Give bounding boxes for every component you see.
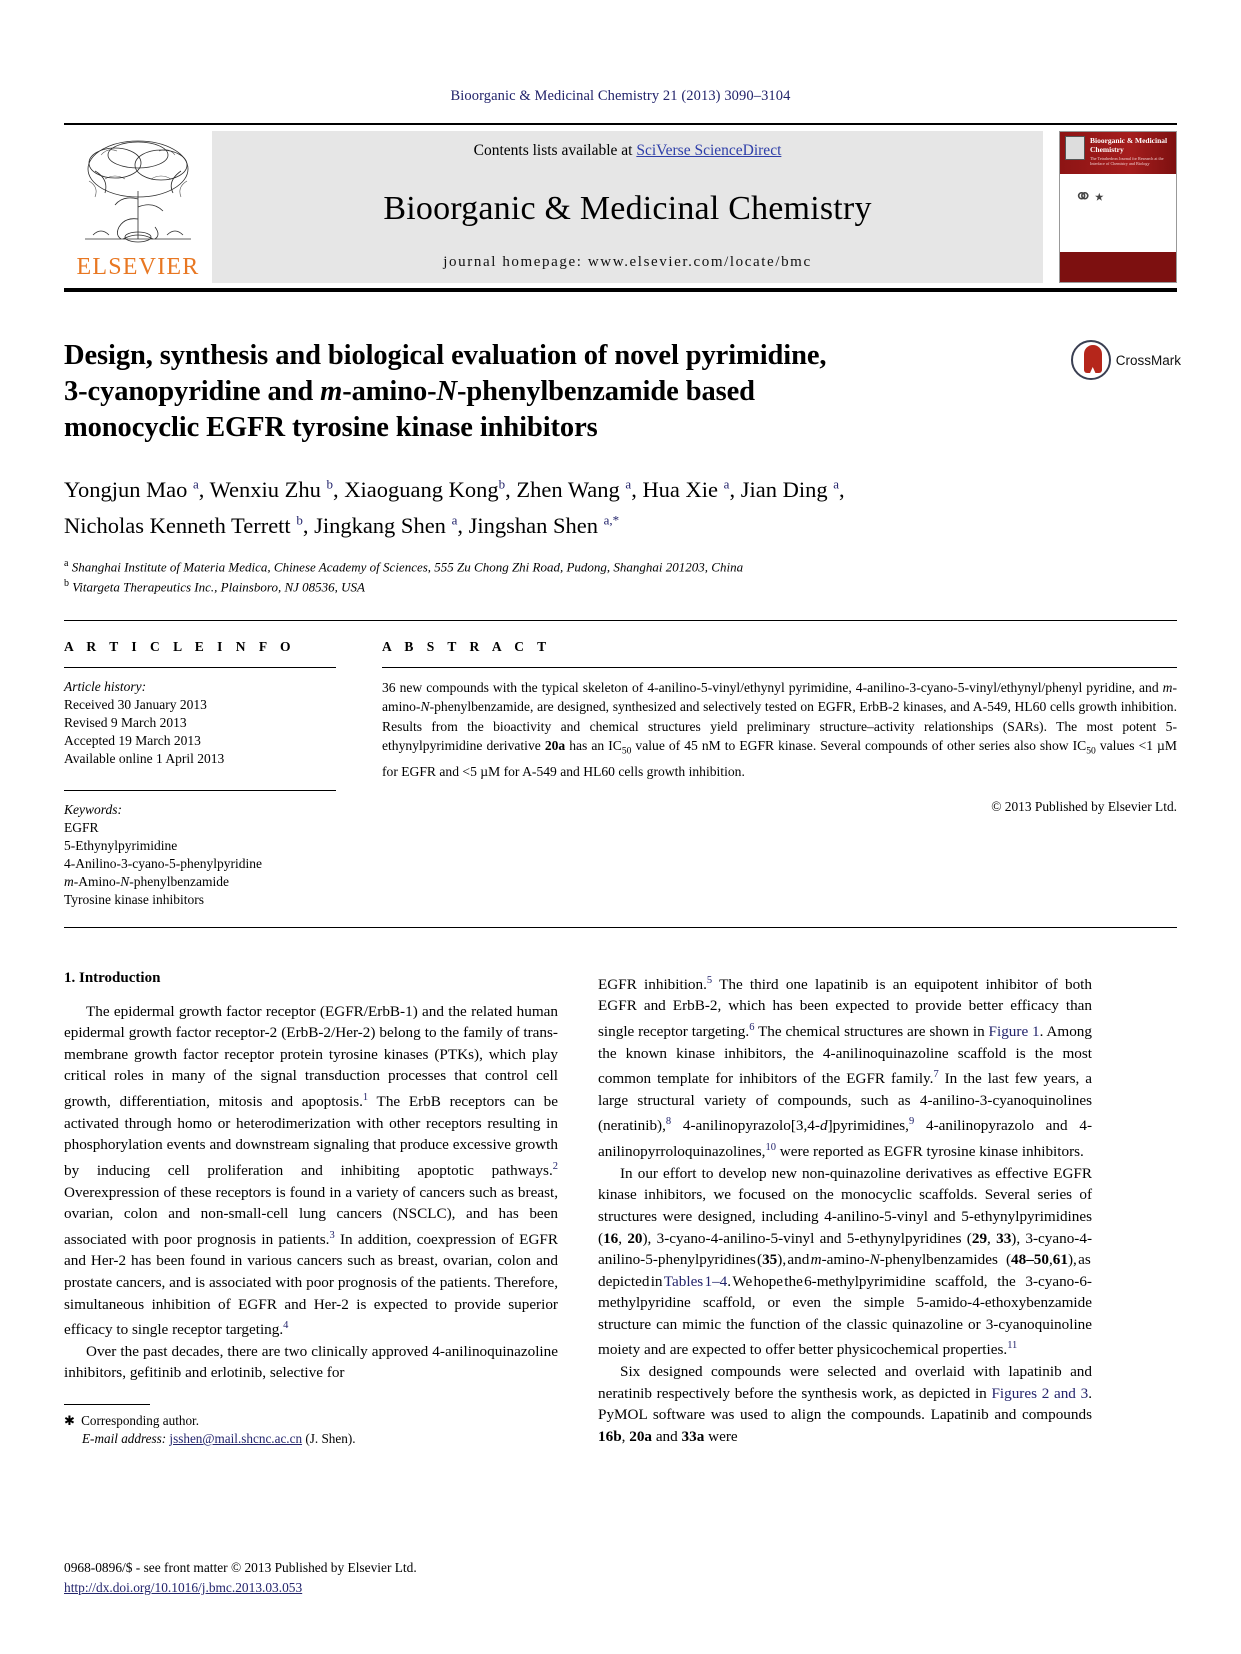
- abstract-text: 36 new compounds with the typical skeleton of 4-anilino-5-vinyl/ethynyl pyrimidine, 4-anilino-3-cyano-5-vinyl/ethynyl/phenyl pyridine, and m-amino-N-phenylbenzamide, are designed, synthesized and selectively tested on EGFR, ErbB-2 kinases, and A-549, HL60 cells growth inhibition. Results from the bioactivity and chemical structures yield preliminary structure–activity relationships (SARs). The most potent 5-ethynylpyrimidine derivative 20a has an $IC_{50}$ value of 45 nM to EGFR kinase. Several compounds of other series also show $IC_{50}$ values <1 µM for EGFR and <5 µM for A-549 and HL60 cells growth inhibition.: [382, 679, 1177, 779]
- paragraph-intro-1: The epidermal growth factor receptor (EGFR/ErbB-1) and the related human epidermal growth factor receptor-2 (ErbB-2/Her-2) belong to the family of trans-membrane growth factor receptor protein tyrosine kinases (PTKs), which play critical roles in many of the signal transduction processes that control cell growth, differentiation, mitosis and apoptosis.$^1$ The ErbB receptors can be activated through homo or heterodimerization with other receptors resulting in phosphorylation events and downstream signaling that produce excessive growth by inducing cell proliferation and inhibiting apoptotic pathways.$^2$ Overexpression of these receptors is found in a variety of cancers such as breast, ovarian, colon and non-small-cell lung cancers (NSCLC), and has been associated with poor prognosis in patients.$^3$ In addition, coexpression of EGFR and Her-2 has been found in various cancers such as breast, ovarian, colon and prostate cancers, and is associated with poor prognosis of the patients. Therefore, simultaneous inhibition of EGFR and Her-2 is expected to provide superior efficacy to single receptor targeting.$^4$: [64, 1002, 558, 1339]
- sciencedirect-link[interactable]: SciVerse ScienceDirect: [636, 142, 782, 159]
- introduction-heading: 1. Introduction: [64, 969, 161, 986]
- author-line-2: Nicholas Kenneth Terrett $^b$, Jingkang Shen $^a$, Jingshan Shen $^{a,*}$: [64, 512, 620, 538]
- title-line-2b: -amino-: [342, 376, 437, 407]
- keyword-item: 5-Ethynylpyrimidine: [64, 837, 178, 853]
- footnote-email: [64, 1430, 558, 1448]
- article-history-label: Article history:: [64, 678, 147, 694]
- paragraph-intro-2: Over the past decades, there are two clinically approved 4-anilinoquinazoline inhibitors, gefitinib and erlotinib, selective for: [64, 1342, 558, 1382]
- title-line-3: monocyclic EGFR tyrosine kinase inhibitors: [64, 412, 598, 443]
- title-line-2a: 3-cyanopyridine and: [64, 376, 321, 407]
- keywords-rule: [64, 790, 336, 791]
- contents-prefix: Contents lists available at: [473, 142, 637, 159]
- cover-footer: [1060, 252, 1176, 282]
- crossmark-label: CrossMark: [1115, 352, 1181, 368]
- cover-subtitle: The Tetrahedron Journal for Research at the Interface of Chemistry and Biology: [1090, 156, 1164, 166]
- article-history-block: [64, 678, 336, 768]
- info-spacer: [64, 768, 336, 790]
- affiliation-b-text: Vitargeta Therapeutics Inc., Plainsboro, NJ 08536, USA: [72, 579, 365, 595]
- footnote-email-label: E-mail address:: [82, 1431, 167, 1446]
- keyword-item: Tyrosine kinase inhibitors: [64, 891, 205, 907]
- elsevier-wordmark: ELSEVIER: [76, 254, 200, 280]
- abstract-column: [382, 639, 1177, 909]
- cover-structure-icon: ⚭⋆: [1074, 184, 1107, 209]
- corresponding-email-link[interactable]: jsshen@mail.shcnc.ac.cn: [169, 1431, 303, 1446]
- doi-link[interactable]: http://dx.doi.org/10.1016/j.bmc.2013.03.053: [64, 1580, 303, 1595]
- cover-artwork: [1060, 174, 1176, 252]
- paragraph-intro-4: In our effort to develop new non-quinazoline derivatives as effective EGFR kinase inhibitors, we focused on the monocyclic scaffolds. Several series of structures were designed, including 4-anilino-5-vinyl and 5-ethynylpyrimidines (16, 20), 3-cyano-4-anilino-5-vinyl and 5-ethynylpyridines (29, 33), 3-cyano-4-anilino-5-phenylpyridines (35), and m-amino-N-phenylbenzamides (48–50,61), as depicted in Tables 1–4. We hope the 6-methylpyrimidine scaffold, the 3-cyano-6-methylpyridine scaffold, or even the simple 5-amido-4-ethoxybenzamide structure can mimic the function of the classic quinazoline or 3-cyanoquinoline moiety and are expected to offer better physicochemical properties.$^{11}$: [598, 1164, 1093, 1359]
- title-line-2c: -phenylbenzamide based: [457, 376, 755, 407]
- history-received: Received 30 January 2013: [64, 696, 207, 712]
- info-abstract-section: [64, 620, 1177, 909]
- abstract-heading: A B S T R A C T: [382, 638, 552, 654]
- history-available: Available online 1 April 2013: [64, 750, 225, 766]
- right-column: [598, 970, 1092, 1448]
- affiliations: [64, 555, 1177, 596]
- corresponding-author-footnote: [64, 1404, 558, 1448]
- keywords-label: Keywords:: [64, 801, 122, 817]
- journal-title: Bioorganic & Medicinal Chemistry: [383, 190, 872, 227]
- title-line-1: Design, synthesis and biological evaluation of novel pyrimidine,: [64, 340, 827, 371]
- affiliation-b: $^b$ Vitargeta Therapeutics Inc., Plainsboro, NJ 08536, USA: [64, 578, 365, 595]
- issn-copyright-line: 0968-0896/$ - see front matter © 2013 Published by Elsevier Ltd.: [64, 1560, 417, 1575]
- body-columns: [64, 970, 1177, 1448]
- keyword-item: m-Amino-N-phenylbenzamide: [64, 873, 229, 889]
- elsevier-logo: [64, 131, 212, 283]
- abstract-rule: [382, 667, 1177, 668]
- page-footer: [64, 1558, 417, 1598]
- left-column: [64, 970, 558, 1448]
- journal-homepage[interactable]: journal homepage: www.elsevier.com/locate/bmc: [443, 254, 812, 270]
- footnote-corresponding-text: Corresponding author.: [81, 1413, 200, 1428]
- contents-available-line: [474, 142, 782, 160]
- cover-header: [1060, 132, 1176, 174]
- keyword-item: 4-Anilino-3-cyano-5-phenylpyridine: [64, 855, 262, 871]
- running-head: Bioorganic & Medicinal Chemistry 21 (2013) 3090–3104: [450, 88, 791, 104]
- cover-journal-name: Bioorganic & Medicinal Chemistry: [1090, 136, 1168, 154]
- author-list: [64, 468, 1024, 541]
- article-info-rule: [64, 667, 336, 668]
- journal-band: [212, 131, 1043, 283]
- figure-1-link[interactable]: Figure 1: [988, 1022, 1040, 1040]
- abstract-copyright: © 2013 Published by Elsevier Ltd.: [991, 799, 1177, 815]
- history-revised: Revised 9 March 2013: [64, 714, 187, 730]
- asterisk-icon: ✱: [64, 1413, 76, 1428]
- affiliation-a: $^a$ Shanghai Institute of Materia Medica, Chinese Academy of Sciences, 555 Zu Chong Zhi Road, Pudong, Shanghai 201203, China: [64, 558, 744, 575]
- author-line-1: Yongjun Mao $^a$, Wenxiu Zhu $^b$, Xiaoguang Kong$^b$, Zhen Wang $^a$, Hua Xie $^a$, Jian Ding $^a$,: [64, 476, 845, 502]
- masthead-bottom-rule: [64, 288, 1177, 292]
- keyword-item: EGFR: [64, 819, 99, 835]
- crossmark-badge[interactable]: [1071, 340, 1181, 380]
- title-block: [64, 338, 1181, 596]
- figures-2-3-link[interactable]: Figures 2 and 3: [991, 1384, 1089, 1402]
- info-abstract-bottom-rule: [64, 927, 1177, 928]
- footnote-email-suffix: (J. Shen).: [305, 1431, 356, 1446]
- title-italic-n: N: [436, 376, 457, 407]
- keywords-block: [64, 801, 336, 909]
- title-italic-m: m: [320, 376, 343, 407]
- page-title: [64, 338, 944, 446]
- article-info-heading: A R T I C L E I N F O: [64, 638, 296, 654]
- journal-cover-thumbnail: [1059, 131, 1177, 283]
- paragraph-intro-3: EGFR inhibition.$^5$ The third one lapatinib is an equipotent inhibitor of both EGFR and ErbB-2, which has been expected to provide better efficacy than single receptor targeting.$^6$ The chemical structures are shown in Figure 1. Among the known kinase inhibitors, the 4-anilinoquinazoline scaffold is the most common template for inhibitors of the EGFR family.$^7$ In the last few years, a large structural variety of compounds, such as 4-anilino-3-cyanoquinolines (neratinib),$^8$ 4-anilinopyrazolo[3,4-d]pyrimidines,$^9$ 4-anilinopyrazolo and 4-anilinopyrroloquinazolines,$^{10}$ were reported as EGFR tyrosine kinase inhibitors.: [598, 974, 1092, 1161]
- crossmark-icon: [1071, 340, 1111, 380]
- article-info-column: [64, 639, 336, 909]
- tables-1-4-link[interactable]: Tables 1–4: [663, 1272, 728, 1290]
- elsevier-tree-icon: [75, 135, 201, 253]
- affiliation-a-text: Shanghai Institute of Materia Medica, Chinese Academy of Sciences, 555 Zu Chong Zhi Road, Pudong, Shanghai 201203, China: [71, 559, 744, 575]
- paragraph-intro-5: Six designed compounds were selected and overlaid with lapatinib and neratinib respectively before the synthesis work, as depicted in Figures 2 and 3. PyMOL software was used to align the compounds. Lapatinib and compounds 16b, 20a and 33a were: [598, 1363, 1092, 1445]
- journal-masthead: [64, 123, 1177, 283]
- footnote-corresponding: [64, 1412, 558, 1430]
- history-accepted: Accepted 19 March 2013: [64, 732, 201, 748]
